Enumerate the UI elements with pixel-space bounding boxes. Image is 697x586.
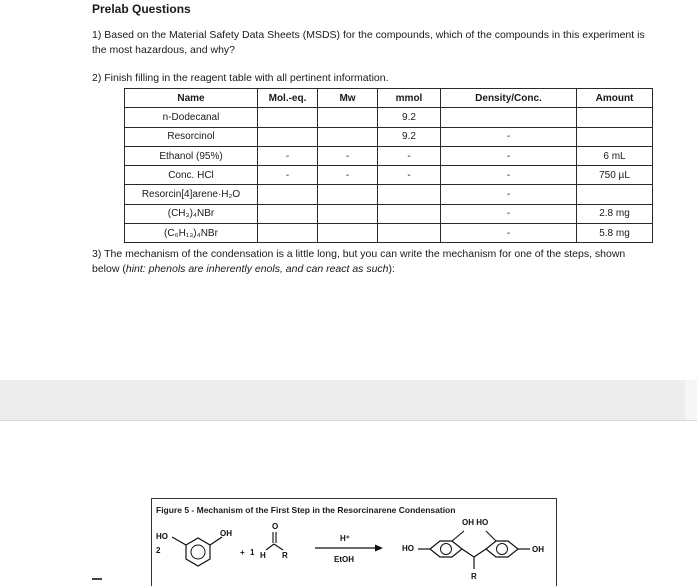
question-3: [92, 247, 652, 277]
header-name: Name: [125, 89, 258, 108]
cell-mmol: [378, 185, 441, 204]
ho-left-label: HO: [402, 544, 414, 553]
question-3-text: 3) The mechanism of the condensation is a little long, but you can write the mechanism for one of the steps, shown below (: [92, 248, 626, 275]
table-row: [125, 108, 653, 127]
question-3-end: ):: [388, 263, 395, 275]
cell-name: n-Dodecanal: [125, 108, 258, 127]
h-label: H: [260, 551, 266, 560]
resorcinol-structure: [156, 529, 232, 566]
cell-amount: [577, 108, 653, 127]
cell-mmol: [378, 224, 441, 243]
cell-mw: [318, 108, 378, 127]
table-row: [125, 146, 653, 165]
cell-mw: [318, 224, 378, 243]
plus-sign: +: [240, 548, 245, 557]
page-gap: [0, 380, 697, 420]
cell-density: -: [441, 127, 577, 146]
cell-mol-eq: -: [258, 146, 318, 165]
table-row: [125, 204, 653, 223]
question-1: 1) Based on the Material Safety Data Sheets (MSDS) for the compounds, which of the compounds in this experiment is the most hazardous, and why?: [92, 29, 645, 56]
cell-name: (C₆H₁₃)₄NBr: [125, 224, 258, 243]
acid-catalyst-label: H⁺: [340, 534, 350, 543]
reaction-arrow: [315, 534, 383, 564]
aromatic-circle-left-icon: [441, 544, 452, 555]
aldehyde-structure: [260, 522, 288, 560]
oh-ho-label: OH HO: [462, 518, 489, 527]
coefficient-1: 1: [250, 548, 255, 557]
r-label: R: [282, 551, 288, 560]
table-row: [125, 127, 653, 146]
cell-amount: 750 µL: [577, 166, 653, 185]
cell-amount: [577, 127, 653, 146]
cell-density: -: [441, 224, 577, 243]
header-density: Density/Conc.: [441, 89, 577, 108]
page-title: Prelab Questions: [92, 2, 191, 16]
cell-mol-eq: [258, 127, 318, 146]
table-row: [125, 166, 653, 185]
table-row: [125, 185, 653, 204]
cell-density: -: [441, 146, 577, 165]
ho-label: HO: [156, 532, 168, 541]
cell-mmol: -: [378, 146, 441, 165]
cell-mw: [318, 204, 378, 223]
product-structure: [402, 518, 544, 581]
benzene-ring-icon: [186, 538, 210, 566]
cell-mol-eq: -: [258, 166, 318, 185]
cell-density: -: [441, 166, 577, 185]
cell-mmol: 9.2: [378, 108, 441, 127]
header-mol-eq: Mol.-eq.: [258, 89, 318, 108]
oxygen-label: O: [272, 522, 279, 531]
page-edge: [685, 380, 697, 420]
cell-amount: 5.8 mg: [577, 224, 653, 243]
cell-name: Conc. HCl: [125, 166, 258, 185]
cell-mmol: 9.2: [378, 127, 441, 146]
r-bottom-label: R: [471, 572, 477, 581]
table-row: [125, 224, 653, 243]
aromatic-circle-right-icon: [497, 544, 508, 555]
cell-mmol: [378, 204, 441, 223]
cell-name: (CH₃)₄NBr: [125, 204, 258, 223]
table-header-row: [125, 89, 653, 108]
reagent-table: [124, 88, 653, 243]
cell-density: -: [441, 204, 577, 223]
cell-density: [441, 108, 577, 127]
solvent-label: EtOH: [334, 555, 354, 564]
header-mw: Mw: [318, 89, 378, 108]
figure-caption: Figure 5 - Mechanism of the First Step in the Resorcinarene Condensation: [156, 505, 456, 515]
header-mmol: mmol: [378, 89, 441, 108]
coefficient-2: 2: [156, 546, 161, 555]
aromatic-circle-icon: [191, 545, 205, 559]
cell-mw: [318, 185, 378, 204]
cell-mw: -: [318, 146, 378, 165]
cell-mol-eq: [258, 224, 318, 243]
header-amount: Amount: [577, 89, 653, 108]
cell-mw: -: [318, 166, 378, 185]
cell-amount: 2.8 mg: [577, 204, 653, 223]
reaction-scheme: [152, 517, 556, 586]
cell-name: Ethanol (95%): [125, 146, 258, 165]
question-3-hint: hint: phenols are inherently enols, and can react as such: [125, 263, 389, 275]
oh-label: OH: [220, 529, 232, 538]
cell-mol-eq: [258, 204, 318, 223]
cell-amount: [577, 185, 653, 204]
cell-mmol: -: [378, 166, 441, 185]
cell-mol-eq: [258, 108, 318, 127]
cell-name: Resorcinol: [125, 127, 258, 146]
question-2: 2) Finish filling in the reagent table with all pertinent information.: [92, 72, 389, 84]
cell-density: -: [441, 185, 577, 204]
oh-right-label: OH: [532, 545, 544, 554]
arrowhead-icon: [375, 545, 383, 552]
cell-name: Resorcin[4]arene·H₂O: [125, 185, 258, 204]
cell-amount: 6 mL: [577, 146, 653, 165]
figure-5: [151, 498, 557, 586]
list-bullet: [92, 578, 102, 580]
cell-mol-eq: [258, 185, 318, 204]
cell-mw: [318, 127, 378, 146]
